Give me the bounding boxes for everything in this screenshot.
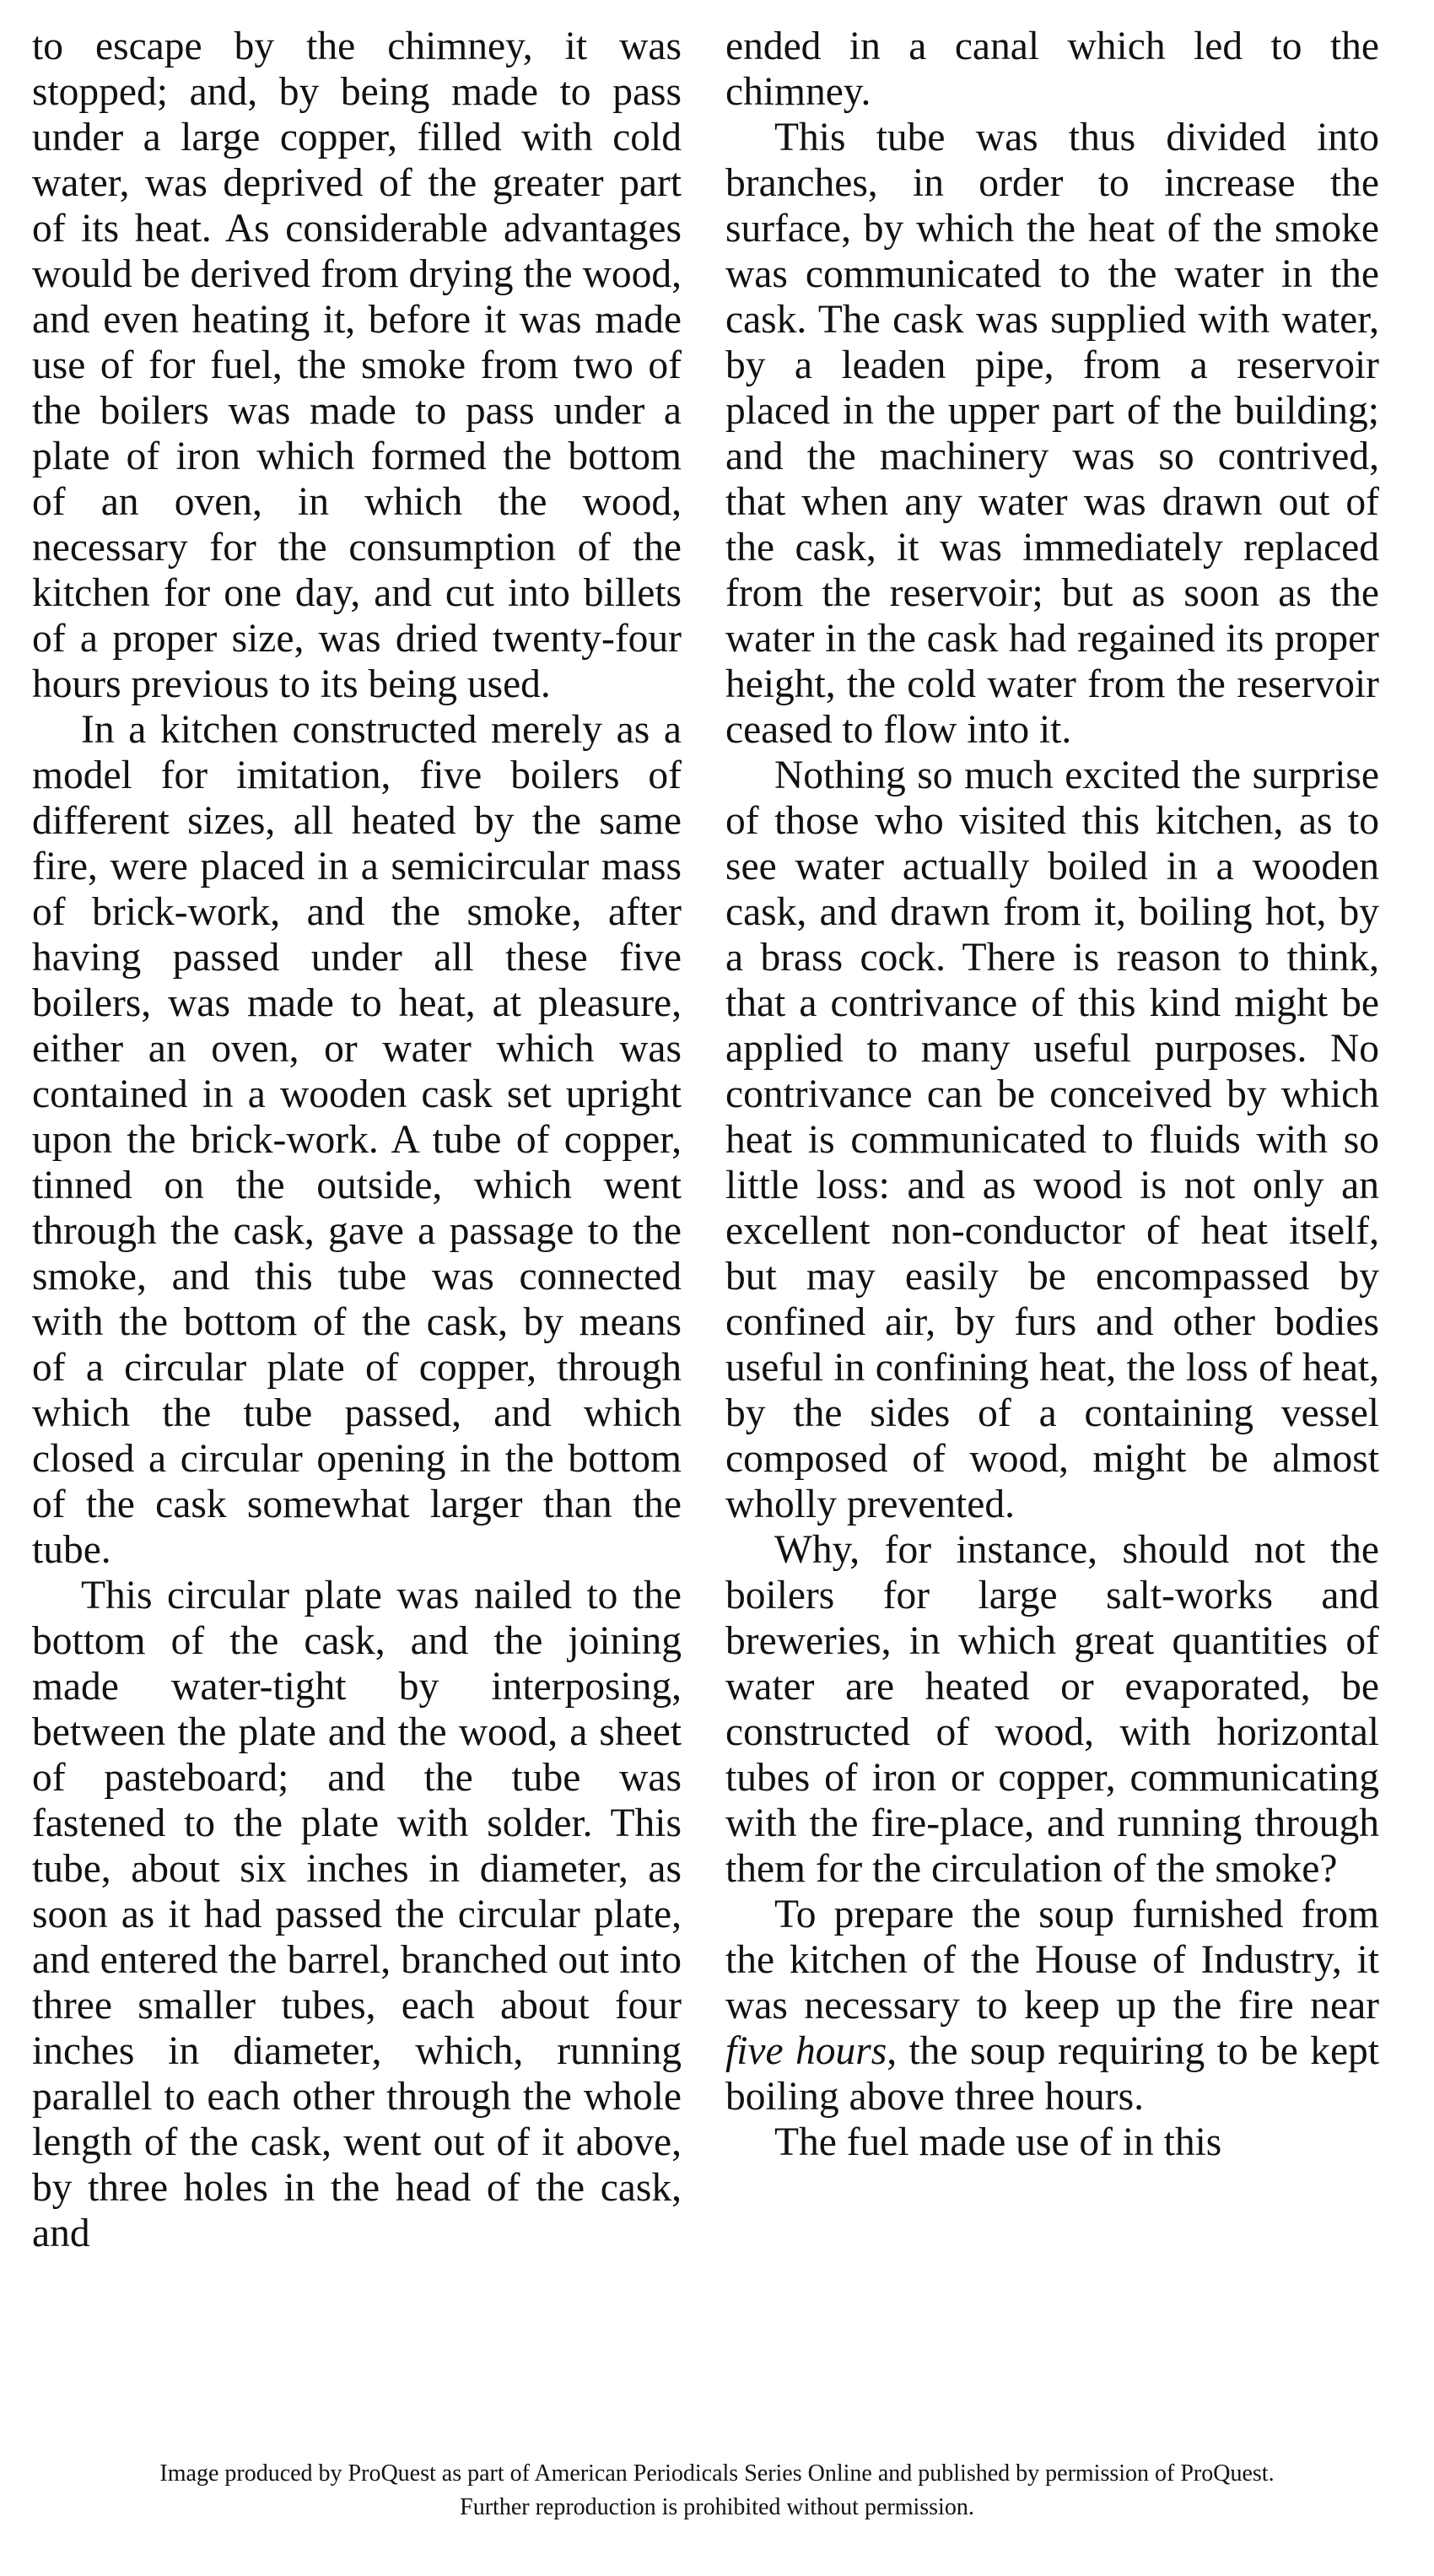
left-paragraph-1: to escape by the chimney, it was stopped; and, by being made to pass under a large copper, filled with cold water, was deprived of the greater part of its heat. As considerable advantages would be derived from drying the wood, and even heating it, before it was made use of for fuel, the smoke from two of the boilers was made to pass under a plate of iron which formed the bottom of an oven, in which the wood, necessary for the consumption of the kitchen for one day, and cut into billets of a proper size, was dried twenty-four hours previous to its being used. xyxy=(32,24,682,706)
right-paragraph-5 xyxy=(725,1892,1379,2120)
right-paragraph-5-text-b: , the soup requiring to be kept boiling above three hours. xyxy=(725,2029,1380,2119)
footer-line-1: Image produced by ProQuest as part of American Periodicals Series Online and published by permission of ProQuest. xyxy=(159,2460,1275,2487)
right-paragraph-5-text-a: To prepare the soup furnished from the kitchen of the House of Industry, it was necessary to keep up the fire near xyxy=(725,1893,1379,2028)
left-paragraph-3: This circular plate was nailed to the bottom of the cask, and the joining made water-tight by interposing, between the plate and the wood, a sheet of pasteboard; and the tube was fastened to the plate with solder. This tube, about six inches in diameter, as soon as it had passed the circular plate, and entered the barrel, branched out into three smaller tubes, each about four inches in diameter, which, running parallel to each other through the whole length of the cask, went out of it above, by three holes in the head of the cask, and xyxy=(32,1574,682,2255)
right-paragraph-1: ended in a canal which led to the chimney. xyxy=(725,24,1379,114)
right-paragraph-4: Why, for instance, should not the boilers for large salt-works and breweries, in which great quantities of water are heated or evaporated, be constructed of wood, with horizontal tubes of iron or copper, communicating with the fire-place, and running through them for the circulation of the smoke? xyxy=(725,1528,1379,1891)
right-column xyxy=(725,24,1379,2165)
right-paragraph-5-italic: five hours xyxy=(725,2029,887,2073)
copyright-footer xyxy=(0,2457,1434,2525)
left-paragraph-2: In a kitchen constructed merely as a model for imitation, five boilers of different sizes, all heated by the same fire, were placed in a semicircular mass of brick-work, and the smoke, after having passed under all these five boilers, was made to heat, at pleasure, either an oven, or water which was contained in a wooden cask set upright upon the brick-work. A tube of copper, tinned on the outside, which went through the cask, gave a passage to the smoke, and this tube was connected with the bottom of the cask, by means of a circular plate of copper, through which the tube passed, and which closed a circular opening in the bottom of the cask somewhat larger than the tube. xyxy=(32,708,682,1572)
right-paragraph-6: The fuel made use of in this xyxy=(774,2120,1222,2164)
footer-line-2: Further reproduction is prohibited without permission. xyxy=(460,2494,974,2520)
left-column xyxy=(32,24,682,2256)
right-paragraph-2: This tube was thus divided into branches, in order to increase the surface, by which the heat of the smoke was communicated to the water in the cask. The cask was supplied with water, by a leaden pipe, from a reservoir placed in the upper part of the building; and the machinery was so contrived, that when any water was drawn out of the cask, it was immediately replaced from the reservoir; but as soon as the water in the cask had regained its proper height, the cold water from the reservoir ceased to flow into it. xyxy=(725,116,1379,752)
right-paragraph-3: Nothing so much excited the surprise of those who visited this kitchen, as to see water actually boiled in a wooden cask, and drawn from it, boiling hot, by a brass cock. There is reason to think, that a contrivance of this kind might be applied to many useful purposes. No contrivance can be conceived by which heat is communicated to fluids with so little loss: and as wood is not only an excellent non-conductor of heat itself, but may easily be encompassed by confined air, by furs and other bodies useful in confining heat, the loss of heat, by the sides of a containing vessel composed of wood, might be almost wholly prevented. xyxy=(725,753,1379,1526)
